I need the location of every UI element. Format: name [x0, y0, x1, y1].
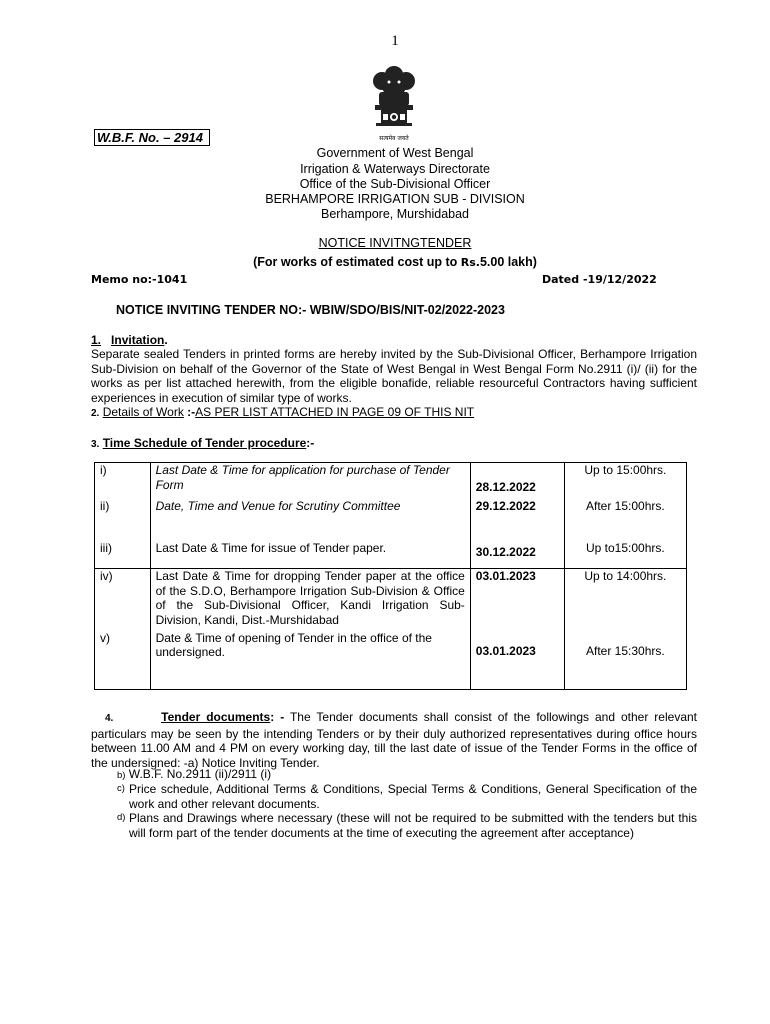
schedule-desc: Last Date & Time for dropping Tender paper at the office of the S.D.O, Berhampore Irrigation Sub-Division & Office of the Sub-Divisional Officer, Kandi Irrigation Sub-Division, Kandi, Dist.-Murshidabad: [150, 569, 470, 631]
schedule-date: 28.12.2022: [470, 463, 564, 499]
schedule-date: 03.01.2023: [470, 631, 564, 690]
emblem-motto: सत्यमेव जयते: [379, 135, 409, 142]
schedule-table: [94, 462, 687, 690]
header-subdivision: BERHAMPORE IRRIGATION SUB - DIVISION: [265, 192, 525, 206]
table-row: [95, 499, 687, 541]
table-row: [95, 631, 687, 690]
schedule-time: After 15:30hrs.: [564, 631, 686, 690]
dated: Dated -19/12/2022: [542, 273, 657, 286]
page-number: 1: [391, 33, 399, 49]
nit-number: NOTICE INVITING TENDER NO:- WBIW/SDO/BIS/NIT-02/2022-2023: [116, 303, 505, 317]
schedule-date: 03.01.2023: [470, 569, 564, 631]
schedule-time: Up to 15:00hrs.: [564, 463, 686, 499]
notice-subtitle: (For works of estimated cost up to Rs.5.00 lakh): [253, 255, 537, 269]
schedule-sl: ii): [95, 499, 151, 541]
wbf-number-box: W.B.F. No. – 2914: [94, 129, 210, 146]
schedule-time: After 15:00hrs.: [564, 499, 686, 541]
ashoka-emblem-icon: [362, 64, 426, 140]
table-row: [95, 541, 687, 569]
notice-title: NOTICE INVITNGTENDER: [318, 236, 472, 250]
section-1-body: Separate sealed Tenders in printed forms are hereby invited by the Sub-Divisional Officer, Berhampore Irrigation Sub-Division on behalf of the Governor of the State of West Bengal in West Bengal Form No.2911 (i)/ (ii) for the works as per list attached herewith, from the eligible bonafide, reliable resourceful Contractors having sufficient experiences in execution of similar type of works.: [91, 347, 697, 405]
section-2: 2. Details of Work :-AS PER LIST ATTACHED IN PAGE 09 OF THIS NIT: [91, 405, 475, 419]
list-item: d) Plans and Drawings where necessary (these will not be required to be submitted with the tenders but this will form part of the tender documents at the time of executing the agreement after acceptance): [117, 811, 697, 840]
schedule-sl: v): [95, 631, 151, 690]
schedule-sl: iv): [95, 569, 151, 631]
schedule-time: Up to15:00hrs.: [564, 541, 686, 569]
header-location: Berhampore, Murshidabad: [321, 207, 469, 221]
schedule-desc: Last Date & Time for application for purchase of Tender Form: [150, 463, 470, 499]
schedule-desc: Date, Time and Venue for Scrutiny Committee: [150, 499, 470, 541]
schedule-date: 30.12.2022: [470, 541, 564, 569]
header-directorate: Irrigation & Waterways Directorate: [300, 162, 490, 176]
schedule-time: Up to 14:00hrs.: [564, 569, 686, 631]
section-4-body: 4. Tender documents: - The Tender documents shall consist of the followings and other relevant particulars may be seen by the intending Tenders or by their duly authorized representatives during office hours between 11.00 AM and 4 PM on every working day, till the last date of issue of the Tender Forms in the office of the undersigned: -a) Notice Inviting Tender.: [91, 710, 698, 770]
table-row: [95, 569, 687, 631]
section-3-heading: 3. Time Schedule of Tender procedure:-: [91, 436, 315, 450]
section-1-heading: 1. Invitation.: [91, 333, 168, 347]
schedule-sl: iii): [95, 541, 151, 569]
header-office: Office of the Sub-Divisional Officer: [299, 177, 491, 191]
list-item: c) Price schedule, Additional Terms & Conditions, Special Terms & Conditions, General Specification of the work and other relevant documents.: [117, 782, 697, 811]
header-government: Government of West Bengal: [316, 146, 474, 160]
schedule-sl: i): [95, 463, 151, 499]
schedule-date: 29.12.2022: [470, 499, 564, 541]
schedule-desc: Last Date & Time for issue of Tender paper.: [150, 541, 470, 569]
memo-number: Memo no:-1041: [91, 273, 188, 286]
table-row: [95, 463, 687, 499]
list-item: b) W.B.F. No.2911 (ii)/2911 (i): [117, 767, 272, 781]
schedule-desc: Date & Time of opening of Tender in the office of the undersigned.: [150, 631, 470, 690]
